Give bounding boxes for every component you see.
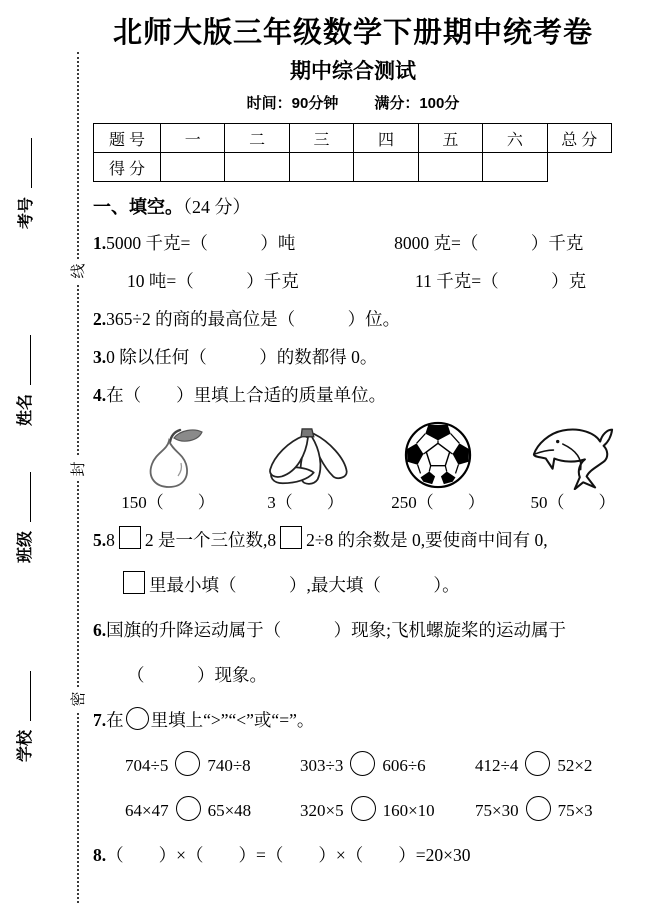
fruit-label: 50（ ） [530, 493, 616, 512]
blank-line [15, 335, 31, 385]
section-heading-points: （24 分） [183, 197, 251, 217]
score-table-header-cell: 四 [354, 124, 418, 153]
comparison-item: 320×5 160×10 [300, 788, 475, 833]
q1-blank-c: 10 吨=（ ）千克 [127, 271, 299, 291]
score-table-header-cell: 题 号 [94, 124, 161, 153]
seal-field-label: 考号 [17, 196, 35, 229]
q5-text: 2÷8 的余数是 0,要使商中间有 0, [306, 530, 548, 550]
score-table-header-cell: 三 [289, 124, 353, 153]
score-table-header-row [94, 124, 612, 153]
score-cell [354, 153, 418, 182]
blank-box [119, 526, 141, 549]
fruit-label: 250（ ） [391, 493, 485, 512]
question-number: 8. [93, 845, 107, 865]
score-cell [289, 153, 353, 182]
question-7 [93, 698, 655, 833]
q4-item-banana [243, 426, 368, 516]
question-number: 3. [93, 347, 107, 367]
score-cell [418, 153, 482, 182]
comparison-circle [175, 751, 200, 776]
q8-text: （ ）×（ ）=（ ）×（ ）=20×30 [106, 845, 471, 865]
seal-field-school [11, 630, 35, 762]
comparison-circle [176, 796, 201, 821]
seal-field-label: 姓名 [16, 393, 34, 426]
q6-text: （ ）现象。 [127, 665, 267, 685]
question-4 [93, 376, 655, 414]
section-one-heading [93, 192, 655, 222]
question-3 [93, 338, 655, 376]
section-heading-text: 一、填空。 [93, 197, 183, 217]
seal-char-seal: 封 [67, 457, 91, 481]
question-1 [93, 224, 655, 300]
score-table-header-cell: 一 [161, 124, 225, 153]
comparison-item: 75×30 75×3 [475, 788, 650, 833]
comparison-item: 64×47 65×48 [125, 788, 300, 833]
score-table [93, 123, 612, 182]
blank-box [123, 571, 145, 594]
score-table-header-cell: 总 分 [547, 124, 611, 153]
score-table-header-cell: 五 [418, 124, 482, 153]
q4-item-dolphin [508, 422, 638, 516]
comparison-circle [351, 796, 376, 821]
seal-char-secret: 密 [67, 687, 91, 711]
seal-field-class [11, 431, 35, 563]
q7-text: 在 [106, 710, 124, 730]
score-table-header-cell: 二 [225, 124, 289, 153]
q7-comparison-row-2 [125, 788, 655, 833]
comparison-item: 704÷5 740÷8 [125, 743, 300, 788]
comparison-item: 412÷4 52×2 [475, 743, 650, 788]
q1-blank-a: 5000 千克=（ ）吨 [106, 233, 296, 253]
score-cell [161, 153, 225, 182]
q2-text: 365÷2 的商的最高位是（ ）位。 [106, 309, 401, 329]
banana-image [259, 426, 353, 490]
q1-blank-d: 11 千克=（ ）克 [415, 271, 587, 291]
q4-item-pear [93, 426, 243, 516]
comparison-circle [526, 796, 551, 821]
blank-line [15, 472, 31, 522]
question-number: 7. [93, 710, 107, 730]
seal-field-label: 学校 [16, 729, 34, 762]
pear-image [128, 426, 208, 490]
comparison-circle [126, 707, 149, 730]
score-table-header-cell: 六 [483, 124, 547, 153]
comparison-circle [350, 751, 375, 776]
blank-box [280, 526, 302, 549]
seal-field-exam-number [12, 97, 36, 229]
seal-field-label: 班级 [16, 530, 34, 563]
exam-content [93, 0, 655, 878]
q7-text: 里填上“>”“<”或“=”。 [150, 710, 315, 730]
question-number: 2. [93, 309, 107, 329]
score-row-label: 得 分 [94, 153, 161, 182]
comparison-circle [525, 751, 550, 776]
q4-item-soccer-ball [368, 420, 508, 516]
score-table-score-row [94, 153, 612, 182]
question-number: 1. [93, 233, 107, 253]
question-number: 4. [93, 385, 107, 405]
fruit-label: 3（ ） [267, 493, 344, 512]
question-number: 5. [93, 530, 107, 550]
blank-line [16, 138, 32, 188]
q5-text: 2 是一个三位数,8 [144, 530, 277, 550]
page-title: 北师大版三年级数学下册期中统考卷 [112, 17, 593, 49]
q4-text: 在（ ）里填上合适的质量单位。 [106, 385, 387, 405]
dolphin-image [524, 422, 622, 490]
page-subtitle: 期中综合测试 [290, 60, 416, 83]
question-8 [93, 833, 655, 878]
q1-blank-b: 8000 克=（ ）千克 [394, 233, 584, 253]
exam-meta [93, 93, 613, 114]
full-score-info: 满分：100分 [374, 95, 460, 112]
seal-char-line: 线 [67, 259, 91, 283]
q3-text: 0 除以任何（ ）的数都得 0。 [106, 347, 378, 367]
q5-text: 里最小填（ ）,最大填（ ）。 [149, 575, 460, 595]
q7-comparison-row-1 [125, 743, 655, 788]
question-2 [93, 300, 655, 338]
seal-field-name [11, 294, 35, 426]
blank-line [15, 671, 31, 721]
score-cell [225, 153, 289, 182]
soccer-ball-image [403, 420, 473, 490]
time-info: 时间：90分钟 [246, 95, 339, 112]
q5-text: 8 [106, 530, 115, 550]
q4-picture-row [93, 420, 638, 516]
score-cell [483, 153, 547, 182]
comparison-item: 303÷3 606÷6 [300, 743, 475, 788]
question-5 [93, 518, 655, 608]
question-number: 6. [93, 620, 107, 640]
q6-text: 国旗的升降运动属于（ ）现象;飞机螺旋桨的运动属于 [106, 620, 566, 640]
question-6 [93, 608, 655, 698]
fruit-label: 150（ ） [121, 493, 215, 512]
